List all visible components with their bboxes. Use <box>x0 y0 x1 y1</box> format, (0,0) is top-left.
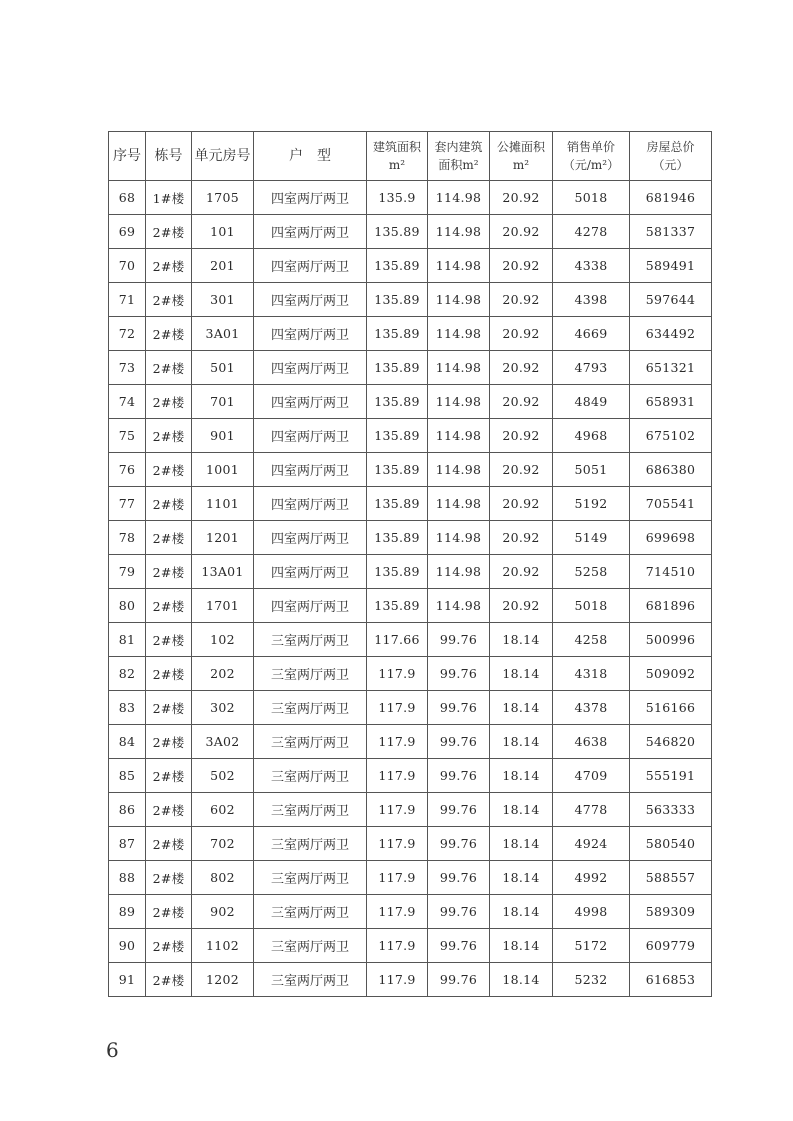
cell-shared-area: 18.14 <box>490 827 553 861</box>
table-row <box>109 351 712 385</box>
cell-index: 81 <box>109 623 146 657</box>
cell-shared-area: 20.92 <box>490 589 553 623</box>
cell-unit-price: 4398 <box>553 283 630 317</box>
cell-unit-price: 4968 <box>553 419 630 453</box>
cell-layout: 三室两厅两卫 <box>254 793 367 827</box>
cell-gross-area: 117.9 <box>367 759 428 793</box>
cell-shared-area: 18.14 <box>490 793 553 827</box>
cell-layout: 四室两厅两卫 <box>254 385 367 419</box>
cell-shared-area: 18.14 <box>490 657 553 691</box>
cell-inner-area: 114.98 <box>428 487 490 521</box>
cell-building: 2#楼 <box>146 861 192 895</box>
cell-gross-area: 135.89 <box>367 487 428 521</box>
table-row <box>109 419 712 453</box>
cell-unit-price: 4338 <box>553 249 630 283</box>
cell-unit-price: 4992 <box>553 861 630 895</box>
cell-unit-price: 4924 <box>553 827 630 861</box>
table-row <box>109 215 712 249</box>
cell-unit-price: 4378 <box>553 691 630 725</box>
cell-unit-price: 5232 <box>553 963 630 997</box>
cell-building: 2#楼 <box>146 555 192 589</box>
cell-layout: 三室两厅两卫 <box>254 827 367 861</box>
cell-inner-area: 99.76 <box>428 759 490 793</box>
cell-layout: 三室两厅两卫 <box>254 861 367 895</box>
cell-shared-area: 18.14 <box>490 929 553 963</box>
cell-layout: 三室两厅两卫 <box>254 963 367 997</box>
cell-unit-price: 4793 <box>553 351 630 385</box>
cell-gross-area: 135.89 <box>367 555 428 589</box>
table-row <box>109 521 712 555</box>
cell-building: 2#楼 <box>146 793 192 827</box>
cell-unit: 1705 <box>192 181 254 215</box>
cell-index: 90 <box>109 929 146 963</box>
cell-inner-area: 99.76 <box>428 691 490 725</box>
cell-building: 2#楼 <box>146 963 192 997</box>
cell-unit: 102 <box>192 623 254 657</box>
cell-shared-area: 20.92 <box>490 181 553 215</box>
table-row <box>109 181 712 215</box>
header-unit-price: 销售单价 （元/m²） <box>553 132 630 181</box>
cell-layout: 四室两厅两卫 <box>254 419 367 453</box>
cell-inner-area: 99.76 <box>428 861 490 895</box>
cell-total-price: 516166 <box>630 691 712 725</box>
cell-gross-area: 117.66 <box>367 623 428 657</box>
cell-layout: 三室两厅两卫 <box>254 691 367 725</box>
cell-building: 2#楼 <box>146 249 192 283</box>
cell-shared-area: 20.92 <box>490 317 553 351</box>
cell-shared-area: 18.14 <box>490 623 553 657</box>
cell-building: 2#楼 <box>146 215 192 249</box>
cell-inner-area: 114.98 <box>428 453 490 487</box>
cell-index: 84 <box>109 725 146 759</box>
cell-layout: 四室两厅两卫 <box>254 521 367 555</box>
cell-gross-area: 135.9 <box>367 181 428 215</box>
header-gross-area: 建筑面积 m² <box>367 132 428 181</box>
cell-total-price: 658931 <box>630 385 712 419</box>
cell-total-price: 699698 <box>630 521 712 555</box>
cell-gross-area: 135.89 <box>367 589 428 623</box>
cell-inner-area: 99.76 <box>428 827 490 861</box>
table-row <box>109 589 712 623</box>
cell-total-price: 589491 <box>630 249 712 283</box>
cell-unit-price: 4638 <box>553 725 630 759</box>
cell-total-price: 588557 <box>630 861 712 895</box>
cell-building: 2#楼 <box>146 623 192 657</box>
cell-shared-area: 18.14 <box>490 725 553 759</box>
cell-total-price: 581337 <box>630 215 712 249</box>
cell-building: 2#楼 <box>146 521 192 555</box>
header-building: 栋号 <box>146 132 192 181</box>
cell-building: 2#楼 <box>146 385 192 419</box>
header-inner-area: 套内建筑 面积m² <box>428 132 490 181</box>
cell-index: 76 <box>109 453 146 487</box>
table-header-row <box>109 132 712 181</box>
cell-layout: 四室两厅两卫 <box>254 453 367 487</box>
price-table <box>108 131 712 997</box>
table-row <box>109 555 712 589</box>
cell-shared-area: 18.14 <box>490 895 553 929</box>
cell-total-price: 509092 <box>630 657 712 691</box>
cell-inner-area: 99.76 <box>428 725 490 759</box>
cell-gross-area: 135.89 <box>367 317 428 351</box>
cell-unit: 301 <box>192 283 254 317</box>
cell-building: 2#楼 <box>146 759 192 793</box>
cell-inner-area: 114.98 <box>428 521 490 555</box>
cell-building: 2#楼 <box>146 827 192 861</box>
page-number: 6 <box>106 1038 119 1062</box>
cell-unit-price: 5172 <box>553 929 630 963</box>
cell-shared-area: 18.14 <box>490 861 553 895</box>
cell-index: 73 <box>109 351 146 385</box>
cell-unit: 302 <box>192 691 254 725</box>
cell-total-price: 705541 <box>630 487 712 521</box>
header-total-price: 房屋总价 （元） <box>630 132 712 181</box>
cell-layout: 四室两厅两卫 <box>254 555 367 589</box>
cell-unit-price: 5192 <box>553 487 630 521</box>
cell-shared-area: 20.92 <box>490 521 553 555</box>
cell-inner-area: 99.76 <box>428 623 490 657</box>
cell-unit: 501 <box>192 351 254 385</box>
cell-building: 2#楼 <box>146 487 192 521</box>
cell-building: 2#楼 <box>146 657 192 691</box>
cell-layout: 三室两厅两卫 <box>254 657 367 691</box>
cell-building: 2#楼 <box>146 895 192 929</box>
cell-unit: 3A02 <box>192 725 254 759</box>
cell-unit: 3A01 <box>192 317 254 351</box>
cell-inner-area: 114.98 <box>428 283 490 317</box>
cell-gross-area: 135.89 <box>367 283 428 317</box>
cell-unit: 902 <box>192 895 254 929</box>
cell-total-price: 681946 <box>630 181 712 215</box>
cell-inner-area: 99.76 <box>428 963 490 997</box>
cell-index: 74 <box>109 385 146 419</box>
cell-unit: 1102 <box>192 929 254 963</box>
cell-gross-area: 117.9 <box>367 691 428 725</box>
cell-index: 79 <box>109 555 146 589</box>
table-row <box>109 691 712 725</box>
cell-index: 68 <box>109 181 146 215</box>
cell-building: 2#楼 <box>146 453 192 487</box>
cell-unit: 802 <box>192 861 254 895</box>
cell-unit: 1101 <box>192 487 254 521</box>
cell-building: 2#楼 <box>146 725 192 759</box>
cell-building: 2#楼 <box>146 351 192 385</box>
cell-inner-area: 114.98 <box>428 419 490 453</box>
cell-shared-area: 18.14 <box>490 963 553 997</box>
cell-gross-area: 135.89 <box>367 215 428 249</box>
cell-building: 2#楼 <box>146 589 192 623</box>
cell-unit-price: 5258 <box>553 555 630 589</box>
cell-layout: 四室两厅两卫 <box>254 215 367 249</box>
cell-gross-area: 135.89 <box>367 453 428 487</box>
cell-gross-area: 135.89 <box>367 521 428 555</box>
cell-index: 75 <box>109 419 146 453</box>
cell-unit: 101 <box>192 215 254 249</box>
cell-shared-area: 20.92 <box>490 487 553 521</box>
cell-layout: 三室两厅两卫 <box>254 895 367 929</box>
cell-inner-area: 114.98 <box>428 215 490 249</box>
cell-layout: 四室两厅两卫 <box>254 283 367 317</box>
cell-gross-area: 135.89 <box>367 419 428 453</box>
cell-inner-area: 114.98 <box>428 317 490 351</box>
header-index: 序号 <box>109 132 146 181</box>
cell-inner-area: 114.98 <box>428 181 490 215</box>
cell-index: 78 <box>109 521 146 555</box>
table-row <box>109 453 712 487</box>
cell-gross-area: 117.9 <box>367 827 428 861</box>
cell-unit-price: 5018 <box>553 589 630 623</box>
cell-unit-price: 4258 <box>553 623 630 657</box>
cell-total-price: 546820 <box>630 725 712 759</box>
cell-layout: 四室两厅两卫 <box>254 317 367 351</box>
cell-inner-area: 114.98 <box>428 249 490 283</box>
cell-unit: 701 <box>192 385 254 419</box>
table-row <box>109 929 712 963</box>
cell-layout: 四室两厅两卫 <box>254 589 367 623</box>
cell-unit: 13A01 <box>192 555 254 589</box>
cell-index: 87 <box>109 827 146 861</box>
table-row <box>109 623 712 657</box>
table-row <box>109 759 712 793</box>
cell-inner-area: 114.98 <box>428 351 490 385</box>
cell-gross-area: 135.89 <box>367 385 428 419</box>
cell-layout: 四室两厅两卫 <box>254 249 367 283</box>
cell-unit-price: 5018 <box>553 181 630 215</box>
cell-shared-area: 20.92 <box>490 555 553 589</box>
cell-inner-area: 99.76 <box>428 657 490 691</box>
cell-total-price: 555191 <box>630 759 712 793</box>
table-row <box>109 385 712 419</box>
cell-shared-area: 20.92 <box>490 453 553 487</box>
cell-unit: 702 <box>192 827 254 861</box>
cell-shared-area: 20.92 <box>490 351 553 385</box>
cell-index: 69 <box>109 215 146 249</box>
cell-index: 86 <box>109 793 146 827</box>
cell-gross-area: 135.89 <box>367 351 428 385</box>
cell-gross-area: 117.9 <box>367 929 428 963</box>
cell-inner-area: 99.76 <box>428 793 490 827</box>
cell-unit: 502 <box>192 759 254 793</box>
header-layout: 户 型 <box>254 132 367 181</box>
cell-index: 91 <box>109 963 146 997</box>
cell-building: 2#楼 <box>146 283 192 317</box>
cell-gross-area: 117.9 <box>367 861 428 895</box>
cell-shared-area: 20.92 <box>490 419 553 453</box>
cell-shared-area: 18.14 <box>490 759 553 793</box>
cell-index: 82 <box>109 657 146 691</box>
cell-total-price: 589309 <box>630 895 712 929</box>
cell-building: 1#楼 <box>146 181 192 215</box>
table-body <box>109 181 712 997</box>
cell-inner-area: 114.98 <box>428 385 490 419</box>
table-row <box>109 317 712 351</box>
cell-layout: 三室两厅两卫 <box>254 623 367 657</box>
table-row <box>109 793 712 827</box>
table-row <box>109 249 712 283</box>
cell-index: 77 <box>109 487 146 521</box>
cell-layout: 四室两厅两卫 <box>254 487 367 521</box>
table-row <box>109 827 712 861</box>
cell-gross-area: 117.9 <box>367 793 428 827</box>
table-row <box>109 725 712 759</box>
cell-index: 83 <box>109 691 146 725</box>
header-unit: 单元房号 <box>192 132 254 181</box>
cell-index: 85 <box>109 759 146 793</box>
cell-unit: 201 <box>192 249 254 283</box>
cell-shared-area: 20.92 <box>490 249 553 283</box>
cell-total-price: 686380 <box>630 453 712 487</box>
cell-layout: 四室两厅两卫 <box>254 181 367 215</box>
cell-unit: 1001 <box>192 453 254 487</box>
cell-total-price: 597644 <box>630 283 712 317</box>
cell-unit-price: 4709 <box>553 759 630 793</box>
cell-index: 88 <box>109 861 146 895</box>
cell-unit: 1701 <box>192 589 254 623</box>
cell-total-price: 500996 <box>630 623 712 657</box>
cell-unit-price: 4278 <box>553 215 630 249</box>
cell-unit-price: 4669 <box>553 317 630 351</box>
cell-building: 2#楼 <box>146 929 192 963</box>
cell-unit-price: 4998 <box>553 895 630 929</box>
cell-gross-area: 135.89 <box>367 249 428 283</box>
cell-unit: 901 <box>192 419 254 453</box>
table-row <box>109 283 712 317</box>
cell-index: 70 <box>109 249 146 283</box>
cell-unit: 202 <box>192 657 254 691</box>
cell-inner-area: 114.98 <box>428 555 490 589</box>
cell-layout: 四室两厅两卫 <box>254 351 367 385</box>
cell-unit: 1201 <box>192 521 254 555</box>
cell-total-price: 609779 <box>630 929 712 963</box>
cell-unit-price: 4778 <box>553 793 630 827</box>
cell-index: 72 <box>109 317 146 351</box>
cell-unit: 602 <box>192 793 254 827</box>
cell-shared-area: 20.92 <box>490 215 553 249</box>
cell-index: 80 <box>109 589 146 623</box>
cell-index: 89 <box>109 895 146 929</box>
table-row <box>109 963 712 997</box>
cell-layout: 三室两厅两卫 <box>254 725 367 759</box>
cell-shared-area: 18.14 <box>490 691 553 725</box>
cell-total-price: 580540 <box>630 827 712 861</box>
cell-unit-price: 4318 <box>553 657 630 691</box>
table-row <box>109 657 712 691</box>
cell-inner-area: 114.98 <box>428 589 490 623</box>
cell-gross-area: 117.9 <box>367 895 428 929</box>
table-row <box>109 487 712 521</box>
cell-gross-area: 117.9 <box>367 963 428 997</box>
cell-unit-price: 5051 <box>553 453 630 487</box>
table-row <box>109 861 712 895</box>
cell-total-price: 634492 <box>630 317 712 351</box>
cell-total-price: 616853 <box>630 963 712 997</box>
cell-unit: 1202 <box>192 963 254 997</box>
cell-building: 2#楼 <box>146 691 192 725</box>
cell-total-price: 714510 <box>630 555 712 589</box>
cell-total-price: 675102 <box>630 419 712 453</box>
cell-gross-area: 117.9 <box>367 657 428 691</box>
cell-building: 2#楼 <box>146 317 192 351</box>
cell-inner-area: 99.76 <box>428 895 490 929</box>
cell-inner-area: 99.76 <box>428 929 490 963</box>
cell-unit-price: 4849 <box>553 385 630 419</box>
header-shared-area: 公摊面积 m² <box>490 132 553 181</box>
cell-shared-area: 20.92 <box>490 385 553 419</box>
cell-index: 71 <box>109 283 146 317</box>
cell-building: 2#楼 <box>146 419 192 453</box>
cell-layout: 三室两厅两卫 <box>254 929 367 963</box>
cell-shared-area: 20.92 <box>490 283 553 317</box>
table-row <box>109 895 712 929</box>
cell-total-price: 681896 <box>630 589 712 623</box>
cell-layout: 三室两厅两卫 <box>254 759 367 793</box>
cell-total-price: 651321 <box>630 351 712 385</box>
cell-total-price: 563333 <box>630 793 712 827</box>
cell-gross-area: 117.9 <box>367 725 428 759</box>
cell-unit-price: 5149 <box>553 521 630 555</box>
